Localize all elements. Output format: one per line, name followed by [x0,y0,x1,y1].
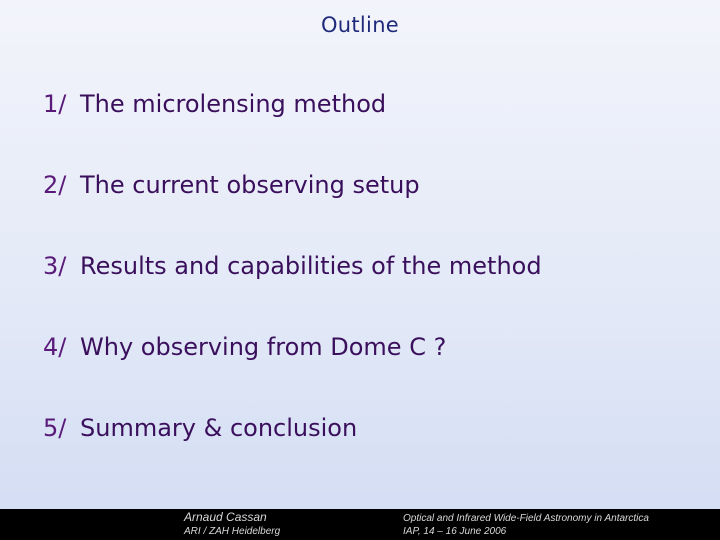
outline-item-text: Results and capabilities of the method [80,252,542,280]
footer-affiliation: ARI / ZAH Heidelberg [184,526,281,537]
outline-item-number: 2/ [43,171,67,199]
outline-item-number: 3/ [43,252,67,280]
footer-conference: Optical and Infrared Wide-Field Astronomy in Antarctica [403,513,649,524]
outline-item-3 [43,250,542,331]
outline-item-1 [43,88,542,169]
outline-item-text: Why observing from Dome C ? [80,333,447,361]
footer-bar [0,509,720,540]
outline-item-text: Summary & conclusion [80,414,358,442]
outline-item-number: 5/ [43,414,67,442]
slide-title: Outline [320,13,400,37]
footer-event-block [403,512,649,538]
outline-item-text: The microlensing method [80,90,387,118]
footer-venue: IAP, 14 – 16 June 2006 [403,526,507,537]
outline-item-4 [43,331,542,412]
outline-item-number: 4/ [43,333,67,361]
outline-item-text: The current observing setup [80,171,420,199]
footer-author: Arnaud Cassan [184,510,267,524]
outline-list [43,88,542,493]
footer-author-block [184,510,280,538]
outline-item-number: 1/ [43,90,67,118]
outline-item-2 [43,169,542,250]
outline-item-5 [43,412,542,493]
